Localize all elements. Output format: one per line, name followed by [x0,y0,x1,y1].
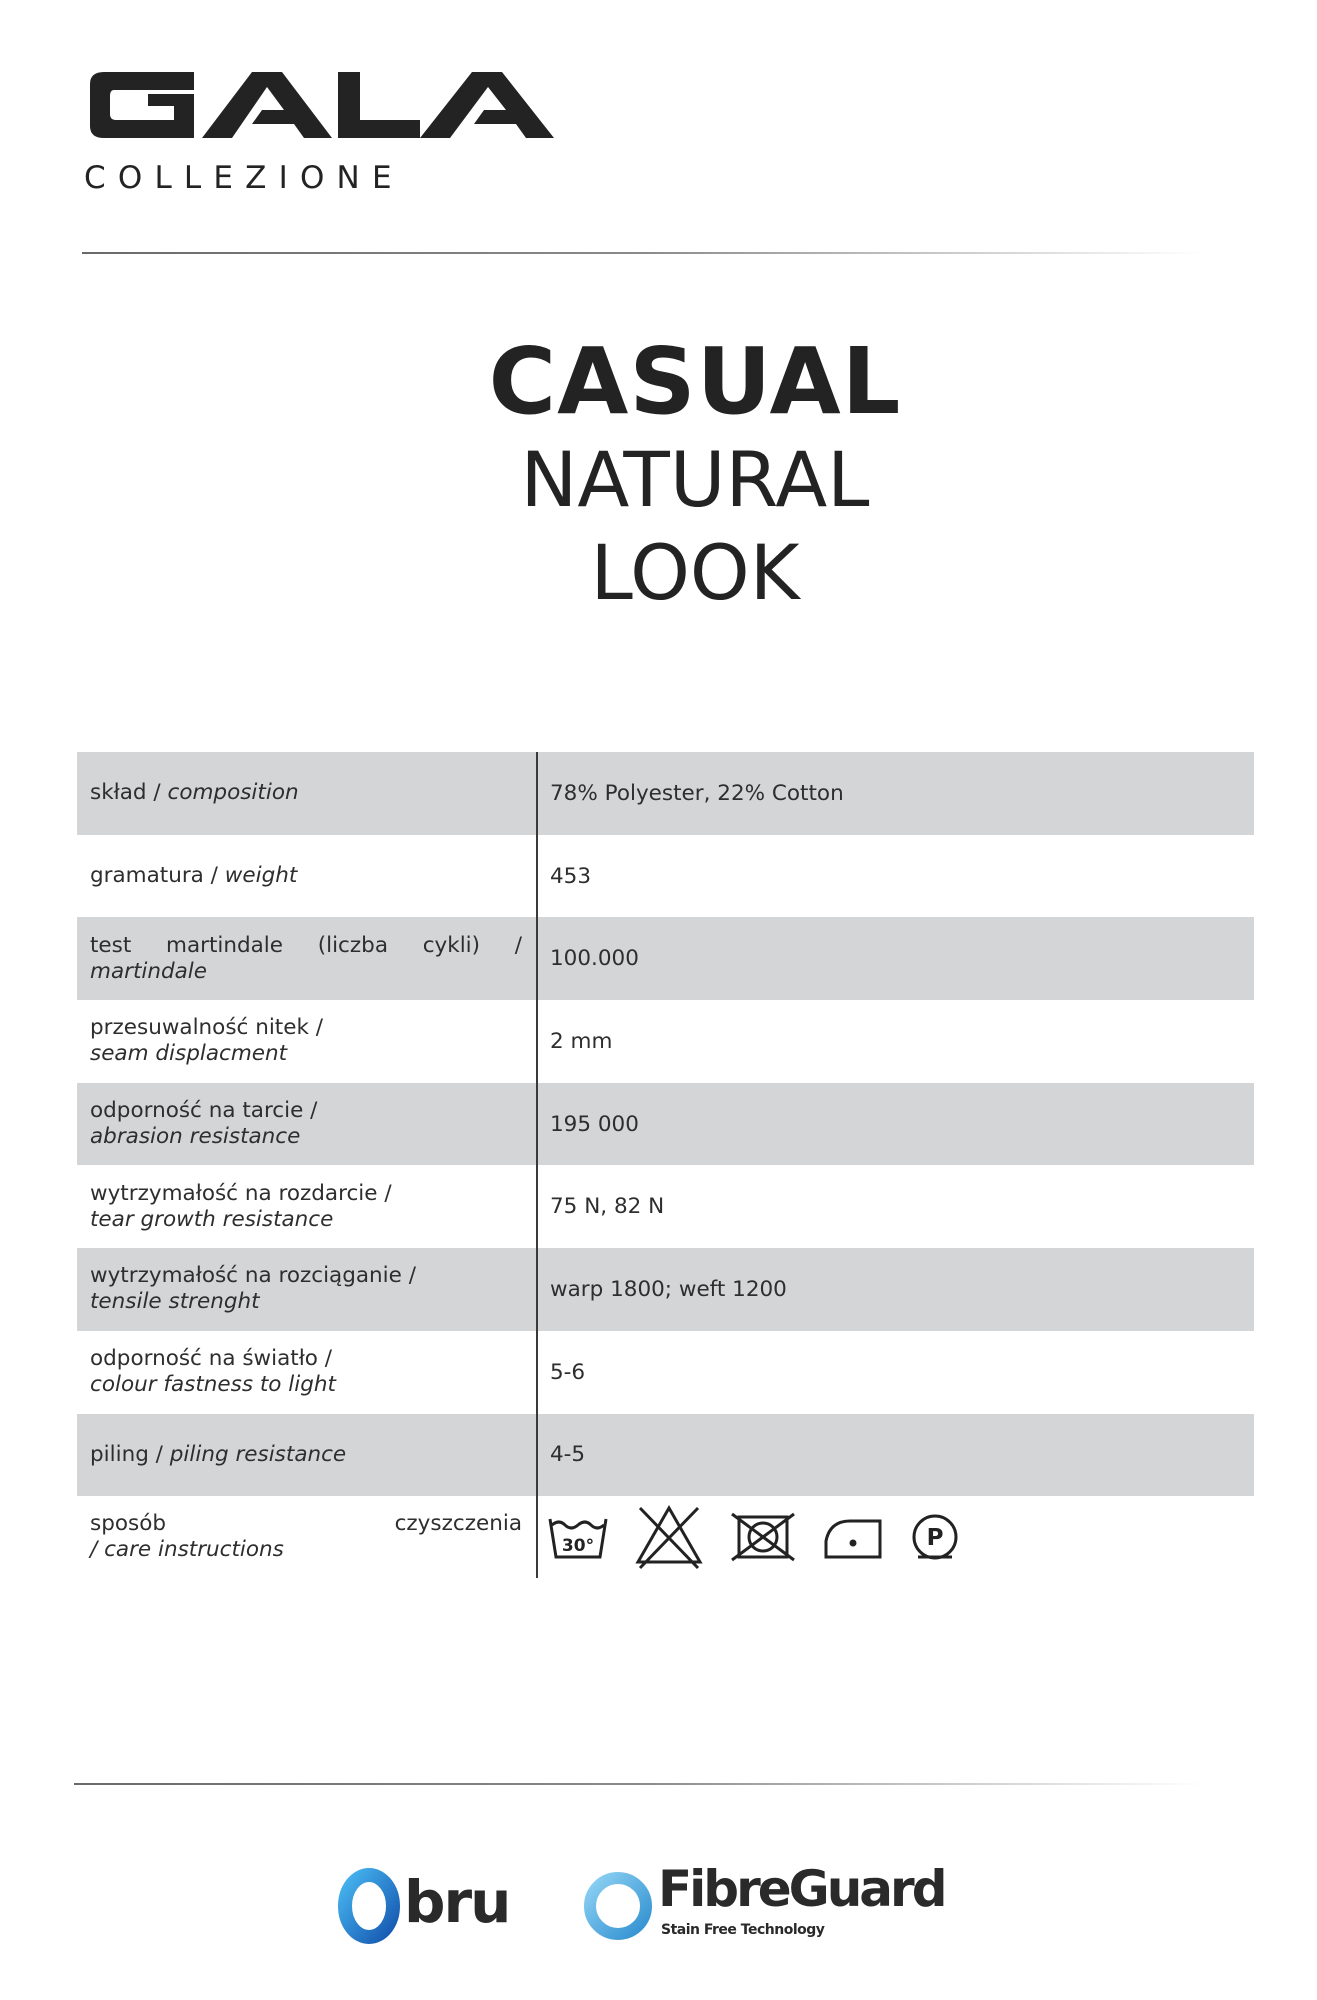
table-row [77,917,1254,1000]
label-en: composition [167,780,299,806]
label-en: tensile strenght [90,1289,260,1315]
row-label [77,1165,538,1248]
brand-fibreguard-tagline: Stain Free Technology [661,1922,825,1938]
table-row [77,1496,1254,1578]
no-bleach-icon [634,1504,704,1570]
row-value: 5-6 [550,1359,586,1385]
row-label [77,917,538,1000]
svg-text:30°: 30° [561,1536,595,1557]
label-en: colour fastness to light [90,1372,336,1398]
iron-low-icon [822,1513,884,1561]
no-tumble-dry-icon [730,1512,796,1562]
row-value: 4-5 [550,1442,586,1468]
row-value: 75 N, 82 N [550,1194,665,1220]
label-pl: sposób czyszczenia [90,1511,522,1537]
row-value: 195 000 [550,1111,639,1137]
gala-collezione-logo [82,70,557,190]
label-pl: wytrzymałość na rozciąganie / [90,1263,416,1289]
label-en: tear growth resistance [90,1206,334,1232]
brand-fibreguard: FibreGuard [658,1860,945,1918]
svg-text:P: P [926,1525,944,1552]
row-value: 78% Polyester, 22% Cotton [550,780,844,806]
product-title: CASUAL [488,328,902,435]
row-value: 2 mm [550,1028,613,1054]
row-value: 100.000 [550,946,639,972]
label-pl: przesuwalność nitek / [90,1015,323,1041]
table-row [77,1414,1254,1497]
row-label [77,835,538,918]
row-label [77,1496,538,1578]
table-row [77,1331,1254,1414]
row-label [77,1000,538,1083]
row-label [77,1414,538,1497]
label-pl: test martindale (liczba cykli) / [90,932,522,958]
top-divider [82,252,1202,254]
label-en: abrasion resistance [90,1124,301,1150]
table-row [77,1165,1254,1248]
label-pl: odporność na tarcie / [90,1098,318,1124]
brand-logos [338,1860,945,1952]
label-pl: wytrzymałość na rozdarcie / [90,1180,392,1206]
table-row [77,752,1254,835]
table-row [77,1248,1254,1331]
product-subtitle-line2: LOOK [590,528,800,617]
aquaclean-circle-icon [338,1868,400,1944]
row-label [77,1331,538,1414]
wash-30-icon [548,1513,608,1561]
row-label [77,1083,538,1166]
care-icons [538,1496,1254,1578]
label-pl: gramatura / [90,863,218,889]
label-en: martindale [90,958,208,984]
brand-bru: bru [404,1868,510,1936]
product-subtitle-line1: NATURAL [520,435,870,524]
label-pl: piling / [90,1441,163,1467]
table-row [77,835,1254,918]
label-en: weight [224,863,298,889]
row-value: warp 1800; weft 1200 [550,1276,787,1302]
fibreguard-swirl-icon [582,1868,654,1944]
label-en: piling resistance [169,1441,347,1467]
row-label [77,1248,538,1331]
label-en: seam displacment [90,1041,288,1067]
table-row [77,1000,1254,1083]
bottom-divider [74,1783,1204,1785]
spec-table [77,752,1254,1578]
row-label [77,752,538,835]
logo-tagline: COLLEZIONE [84,160,404,190]
row-value: 453 [550,863,592,889]
label-pl: odporność na światło / [90,1346,333,1372]
label-en: / care instructions [90,1537,284,1563]
table-row [77,1083,1254,1166]
dry-clean-p-icon [910,1512,960,1562]
label-pl: skład / [90,780,161,806]
